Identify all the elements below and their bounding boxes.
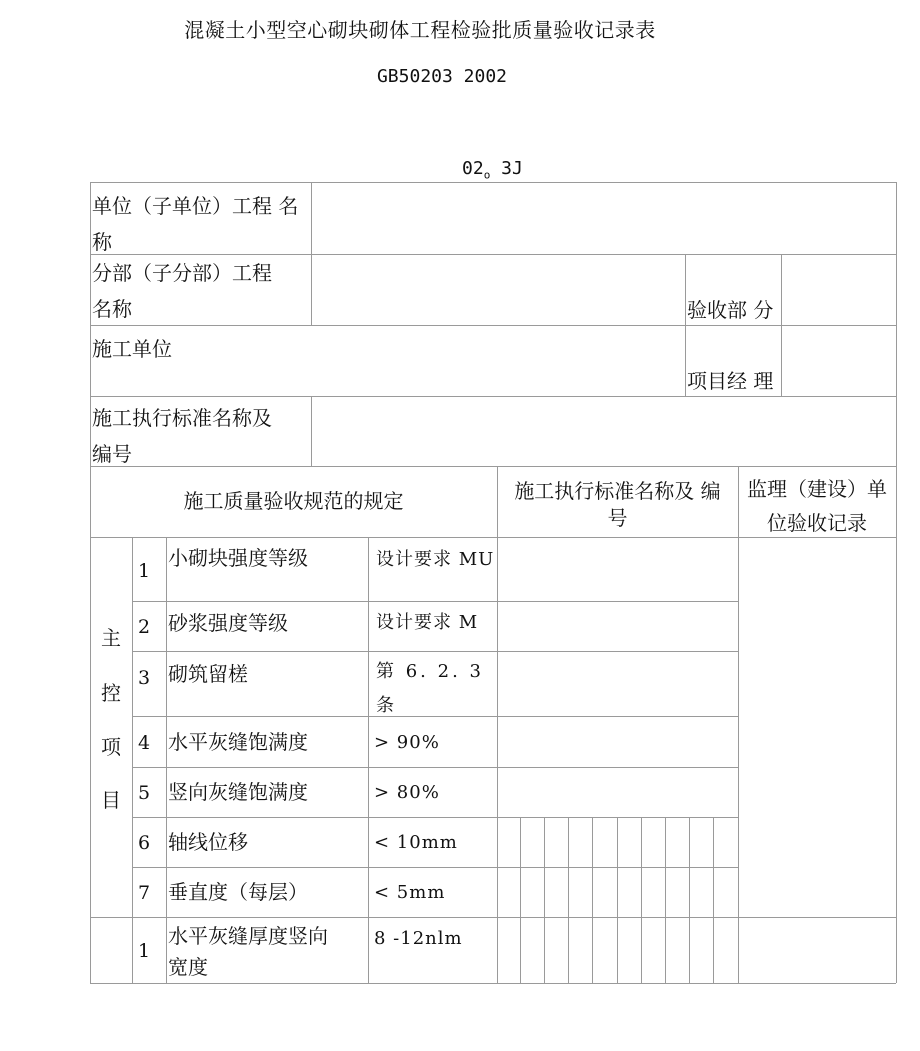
item-number: 5 <box>137 782 151 804</box>
standard-code: GB50203 2002 <box>376 66 508 87</box>
main-control-label-4: 目 <box>101 788 121 812</box>
item-name: 垂直度（每层） <box>168 880 308 904</box>
main-control-label-2: 控 <box>101 681 121 705</box>
item-number: 2 <box>137 616 151 638</box>
item-number: 4 <box>137 732 151 754</box>
supervision-header: 监理（建设）单 位验收记录 <box>747 477 887 535</box>
item-requirement: < 5mm <box>374 882 446 903</box>
item-name: 竖向灰缝饱满度 <box>168 780 308 804</box>
item-requirement: > 90% <box>374 732 440 753</box>
item-name: 轴线位移 <box>168 830 248 854</box>
sub-project-name-label: 分部（子分部）工程 名称 <box>92 261 272 321</box>
item-number: 3 <box>137 667 151 689</box>
item-requirement: 设计要求 M <box>376 612 479 633</box>
item-name: 砌筑留槎 <box>168 662 248 686</box>
exec-standard-label: 施工执行标准名称及 编号 <box>92 406 272 466</box>
item-name: 小砌块强度等级 <box>168 546 308 570</box>
spec-rules-header: 施工质量验收规范的规定 <box>183 489 404 513</box>
item-requirement: < 10mm <box>374 832 458 853</box>
item-requirement: 8 -12nlm <box>374 928 463 949</box>
main-control-label-1: 主 <box>101 626 121 650</box>
item-name: 水平灰缝厚度竖向 宽度 <box>168 924 328 979</box>
exec-standard-header: 施工执行标准名称及 编 号 <box>514 479 721 530</box>
item-number: 7 <box>137 882 151 904</box>
item-number: 1 <box>137 560 151 582</box>
main-control-label-3: 项 <box>101 735 121 759</box>
item-requirement: 第 6. 2. 3 条 <box>376 661 484 715</box>
form-title: 混凝土小型空心砌块砌体工程检验批质量验收记录表 <box>184 18 656 42</box>
acceptance-part-label: 验收部 分 <box>687 298 774 322</box>
form-number: $02_o$ 3J <box>462 158 523 182</box>
project-manager-label: 项目经 理 <box>687 369 774 393</box>
item-number: 1 <box>137 940 151 962</box>
item-name: 水平灰缝饱满度 <box>168 730 308 754</box>
item-requirement: > 80% <box>374 782 440 803</box>
item-requirement: 设计要求 MU <box>376 549 495 570</box>
item-name: 砂浆强度等级 <box>168 611 288 635</box>
construction-unit-label: 施工单位 <box>92 337 172 361</box>
item-number: 6 <box>137 832 151 854</box>
unit-name-label: 单位（子单位）工程 名 称 <box>92 194 299 254</box>
